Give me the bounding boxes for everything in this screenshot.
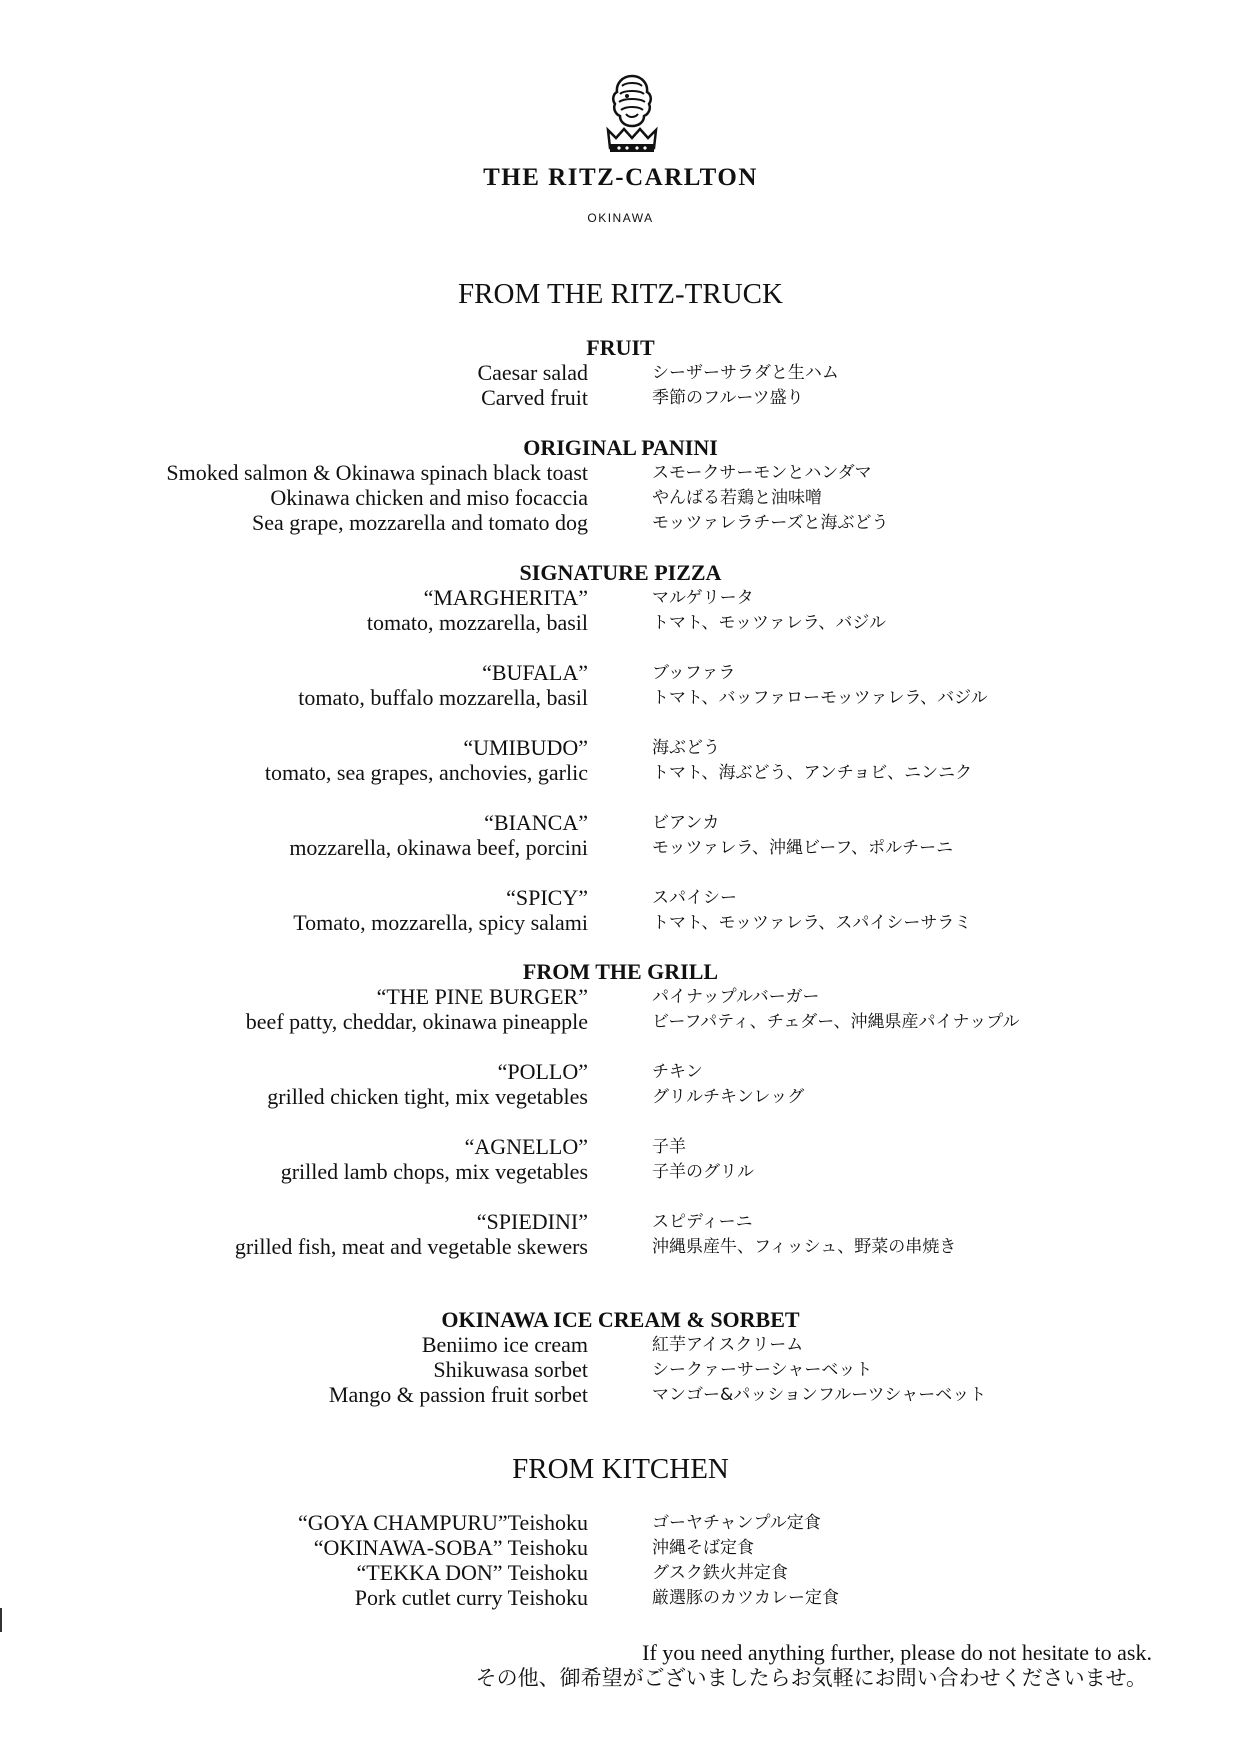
item-desc-en: mozzarella, okinawa beef, porcini: [289, 835, 588, 860]
item-name-en: “POLLO”: [497, 1059, 588, 1084]
section-ice-cream: [0, 1308, 1241, 1407]
brand-location: OKINAWA: [587, 211, 654, 225]
item-name-jp: ビアンカ: [652, 813, 720, 833]
pizza-desc-row: [0, 760, 1241, 785]
menu-item: [0, 510, 1241, 535]
item-desc-en: grilled fish, meat and vegetable skewers: [234, 1234, 588, 1259]
item-name-jp: ゴーヤチャンプル定食: [652, 1513, 821, 1533]
item-desc-jp: 子羊のグリル: [652, 1162, 754, 1182]
item-name-jp: スパイシー: [652, 888, 737, 908]
item-desc-jp: トマト、モッツァレラ、スパイシーサラミ: [652, 913, 972, 933]
menu-item: [0, 1560, 1241, 1585]
section-panini: [0, 436, 1241, 535]
item-name-en: “SPIEDINI”: [476, 1209, 588, 1234]
item-desc-jp: モッツァレラ、沖縄ビーフ、ポルチーニ: [652, 838, 954, 858]
item-desc-jp: トマト、海ぶどう、アンチョビ、ニンニク: [652, 763, 973, 783]
item-name-en: Okinawa chicken and miso focaccia: [270, 485, 588, 510]
item-name-jp: パイナップルバーガー: [652, 987, 820, 1007]
item-name-en: “OKINAWA-SOBA” Teishoku: [313, 1535, 588, 1560]
grill-desc-row: [0, 1234, 1241, 1259]
item-name-jp: チキン: [652, 1062, 703, 1082]
item-name-en: “GOYA CHAMPURU”Teishoku: [298, 1510, 588, 1535]
item-name-jp: シーザーサラダと生ハム: [652, 363, 839, 383]
item-desc-en: grilled lamb chops, mix vegetables: [280, 1159, 588, 1184]
menu-item: [0, 360, 1241, 385]
item-name-en: Pork cutlet curry Teishoku: [354, 1585, 588, 1610]
item-name-en: Mango & passion fruit sorbet: [328, 1382, 588, 1407]
section-kitchen: [0, 1510, 1241, 1610]
menu-item: [0, 385, 1241, 410]
section-grill: [0, 960, 1241, 1259]
item-desc-en: Tomato, mozzarella, spicy salami: [293, 910, 588, 935]
item-name-jp: マンゴー&パッションフルーツシャーベット: [652, 1385, 987, 1405]
lion-crown-logo-icon: [596, 72, 668, 154]
item-desc-jp: グリルチキンレッグ: [652, 1087, 805, 1107]
scan-edge-mark: [0, 1608, 2, 1632]
item-desc-jp: 沖縄県産牛、フィッシュ、野菜の串焼き: [652, 1237, 957, 1257]
grill-name-row: [0, 984, 1241, 1009]
section-pizza: [0, 561, 1241, 935]
footer-note-en: If you need anything further, please do not hesitate to ask.: [642, 1640, 1152, 1665]
item-name-en: “SPICY”: [506, 885, 588, 910]
grill-name-row: [0, 1134, 1241, 1159]
pizza-desc-row: [0, 835, 1241, 860]
pizza-desc-row: [0, 685, 1241, 710]
menu-item: [0, 1535, 1241, 1560]
item-name-en: Shikuwasa sorbet: [433, 1357, 588, 1382]
item-name-jp: 厳選豚のカツカレー定食: [652, 1588, 839, 1608]
grill-desc-row: [0, 1159, 1241, 1184]
menu-item: [0, 1332, 1241, 1357]
brand-name: THE RITZ-CARLTON: [483, 164, 758, 191]
menu-item: [0, 1510, 1241, 1535]
item-name-en: Beniimo ice cream: [421, 1332, 588, 1357]
item-name-en: “MARGHERITA”: [423, 585, 588, 610]
section-title: OKINAWA ICE CREAM & SORBET: [441, 1307, 800, 1332]
item-name-en: “TEKKA DON” Teishoku: [356, 1560, 588, 1585]
grill-desc-row: [0, 1084, 1241, 1109]
section-title: FRUIT: [586, 335, 655, 360]
item-name-en: Smoked salmon & Okinawa spinach black toast: [166, 460, 588, 485]
pizza-name-row: [0, 660, 1241, 685]
item-name-en: “UMIBUDO”: [463, 735, 588, 760]
item-name-jp: モッツァレラチーズと海ぶどう: [652, 513, 889, 533]
item-name-jp: スモークサーモンとハンダマ: [652, 463, 872, 483]
item-name-en: Sea grape, mozzarella and tomato dog: [252, 510, 588, 535]
pizza-name-row: [0, 810, 1241, 835]
grill-desc-row: [0, 1009, 1241, 1034]
footer-note-jp: その他、御希望がございましたらお気軽にお問い合わせくださいませ。: [475, 1666, 1147, 1690]
item-name-jp: マルゲリータ: [652, 588, 754, 608]
item-desc-en: grilled chicken tight, mix vegetables: [267, 1084, 588, 1109]
item-name-en: Carved fruit: [481, 385, 588, 410]
item-name-en: Caesar salad: [477, 360, 588, 385]
menu-item: [0, 460, 1241, 485]
item-name-jp: 海ぶどう: [652, 738, 720, 758]
menu-item: [0, 1585, 1241, 1610]
item-name-jp: 沖縄そば定食: [652, 1538, 754, 1558]
grill-name-row: [0, 1209, 1241, 1234]
item-desc-en: tomato, buffalo mozzarella, basil: [298, 685, 588, 710]
menu-item: [0, 1357, 1241, 1382]
item-name-jp: 子羊: [652, 1137, 686, 1157]
item-name-en: “AGNELLO”: [464, 1134, 588, 1159]
item-name-jp: 季節のフルーツ盛り: [652, 388, 804, 408]
pizza-desc-row: [0, 910, 1241, 935]
item-name-en: “BUFALA”: [482, 660, 588, 685]
item-name-jp: 紅芋アイスクリーム: [652, 1335, 804, 1355]
menu-item: [0, 1382, 1241, 1407]
item-name-jp: やんばる若鶏と油味噌: [652, 488, 822, 508]
item-desc-jp: トマト、モッツァレラ、バジル: [652, 613, 887, 633]
menu-title: FROM THE RITZ-TRUCK: [458, 278, 783, 310]
pizza-name-row: [0, 585, 1241, 610]
section-title: ORIGINAL PANINI: [523, 435, 718, 460]
grill-name-row: [0, 1059, 1241, 1084]
menu-item: [0, 485, 1241, 510]
section-title: SIGNATURE PIZZA: [519, 560, 722, 585]
section-title: FROM THE GRILL: [522, 959, 719, 984]
item-name-en: “BIANCA”: [484, 810, 588, 835]
kitchen-title: FROM KITCHEN: [512, 1453, 729, 1485]
item-name-jp: シークァーサーシャーベット: [652, 1360, 873, 1380]
item-name-jp: スピディーニ: [652, 1212, 753, 1232]
item-desc-en: beef patty, cheddar, okinawa pineapple: [245, 1009, 588, 1034]
item-desc-jp: トマト、バッファローモッツァレラ、バジル: [652, 688, 988, 708]
item-name-en: “THE PINE BURGER”: [376, 984, 588, 1009]
item-desc-en: tomato, sea grapes, anchovies, garlic: [264, 760, 588, 785]
section-fruit: [0, 336, 1241, 410]
item-name-jp: グスク鉄火丼定食: [652, 1563, 788, 1583]
pizza-name-row: [0, 885, 1241, 910]
item-desc-jp: ビーフパティ、チェダー、沖縄県産パイナップル: [652, 1012, 1020, 1032]
item-desc-en: tomato, mozzarella, basil: [366, 610, 588, 635]
pizza-name-row: [0, 735, 1241, 760]
item-name-jp: ブッファラ: [652, 663, 736, 683]
pizza-desc-row: [0, 610, 1241, 635]
